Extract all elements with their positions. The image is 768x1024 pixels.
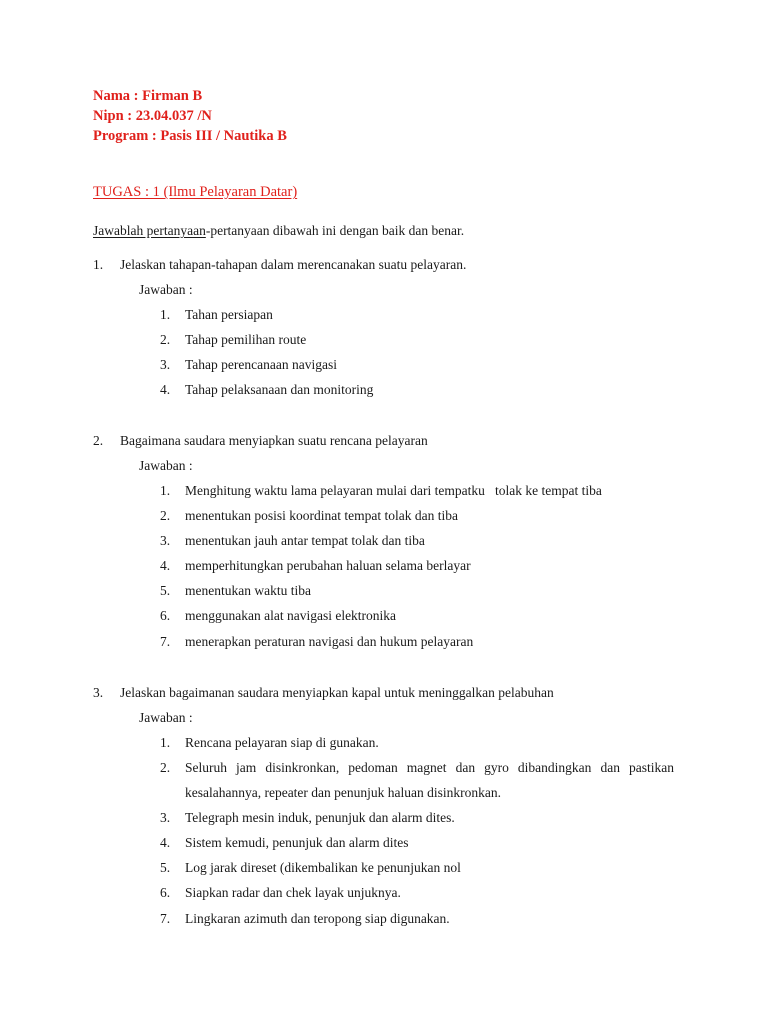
answer-text: menggunakan alat navigasi elektronika: [185, 608, 397, 623]
answer-number: 4.: [160, 835, 171, 850]
answer-number: 1.: [160, 735, 171, 750]
answer-number: 3.: [160, 357, 171, 372]
instruction-underlined: Jawablah pertanyaan: [93, 223, 206, 238]
answer-number: 1.: [160, 483, 171, 498]
answer-number: 3.: [160, 810, 171, 825]
question-text: Jelaskan bagaimanan saudara menyiapkan kapal untuk meninggalkan pelabuhan: [120, 685, 554, 700]
answer-label: Jawaban :: [139, 710, 193, 725]
question-number: 2.: [93, 433, 104, 448]
question-number: 3.: [93, 685, 104, 700]
answer-text: Seluruh jam disinkronkan, pedoman magnet dan gyro dibandingkan dan pastikan kesalahannya, repeater dan penunjuk haluan disinkronkan.: [185, 760, 674, 800]
answer-number: 4.: [160, 382, 171, 397]
answer-text: Rencana pelayaran siap di gunakan.: [185, 735, 379, 750]
answer-number: 6.: [160, 608, 171, 623]
answer-text: Sistem kemudi, penunjuk dan alarm dites: [185, 835, 409, 850]
answer-number: 7.: [160, 634, 171, 649]
question-text: Jelaskan tahapan-tahapan dalam merencanakan suatu pelayaran.: [120, 257, 467, 272]
answer-number: 6.: [160, 885, 171, 900]
answer-number: 3.: [160, 533, 171, 548]
instruction-rest: -pertanyaan dibawah ini dengan baik dan benar.: [205, 223, 465, 238]
question-number: 1.: [93, 257, 104, 272]
answer-text: Tahap pemilihan route: [185, 332, 307, 347]
student-header: [93, 86, 287, 146]
answer-number: 5.: [160, 583, 171, 598]
answer-text: Log jarak direset (dikembalikan ke penunjukan nol: [185, 860, 461, 875]
answer-text: menentukan jauh antar tempat tolak dan tiba: [185, 533, 425, 548]
answer-label: Jawaban :: [139, 458, 193, 473]
answer-text: menerapkan peraturan navigasi dan hukum pelayaran: [185, 634, 474, 649]
student-nipn: Nipn : 23.04.037 /N: [93, 108, 212, 124]
answer-text: Lingkaran azimuth dan teropong siap digunakan.: [185, 911, 450, 926]
answer-number: 2.: [160, 332, 171, 347]
answer-number: 4.: [160, 558, 171, 573]
answer-label: Jawaban :: [139, 282, 193, 297]
answer-number: 2.: [160, 760, 171, 775]
question-text: Bagaimana saudara menyiapkan suatu rencana pelayaran: [120, 433, 428, 448]
answer-number: 2.: [160, 508, 171, 523]
answer-text: Tahan persiapan: [185, 307, 273, 322]
answer-text: Siapkan radar dan chek layak unjuknya.: [185, 885, 401, 900]
student-name: Nama : Firman B: [93, 88, 203, 104]
answer-text: menentukan waktu tiba: [185, 583, 311, 598]
student-program: Program : Pasis III / Nautika B: [93, 128, 287, 144]
answer-text: Tahap pelaksanaan dan monitoring: [185, 382, 374, 397]
answer-number: 5.: [160, 860, 171, 875]
answer-number: 1.: [160, 307, 171, 322]
answer-text: menentukan posisi koordinat tempat tolak dan tiba: [185, 508, 458, 523]
instruction-text: [93, 222, 464, 240]
answer-text: memperhitungkan perubahan haluan selama berlayar: [185, 558, 471, 573]
answer-text: Telegraph mesin induk, penunjuk dan alarm dites.: [185, 810, 455, 825]
assignment-title: TUGAS : 1 (Ilmu Pelayaran Datar): [93, 184, 298, 200]
answer-text: Menghitung waktu lama pelayaran mulai dari tempatku tolak ke tempat tiba: [185, 483, 602, 498]
answer-text: Tahap perencanaan navigasi: [185, 357, 337, 372]
answer-number: 7.: [160, 911, 171, 926]
